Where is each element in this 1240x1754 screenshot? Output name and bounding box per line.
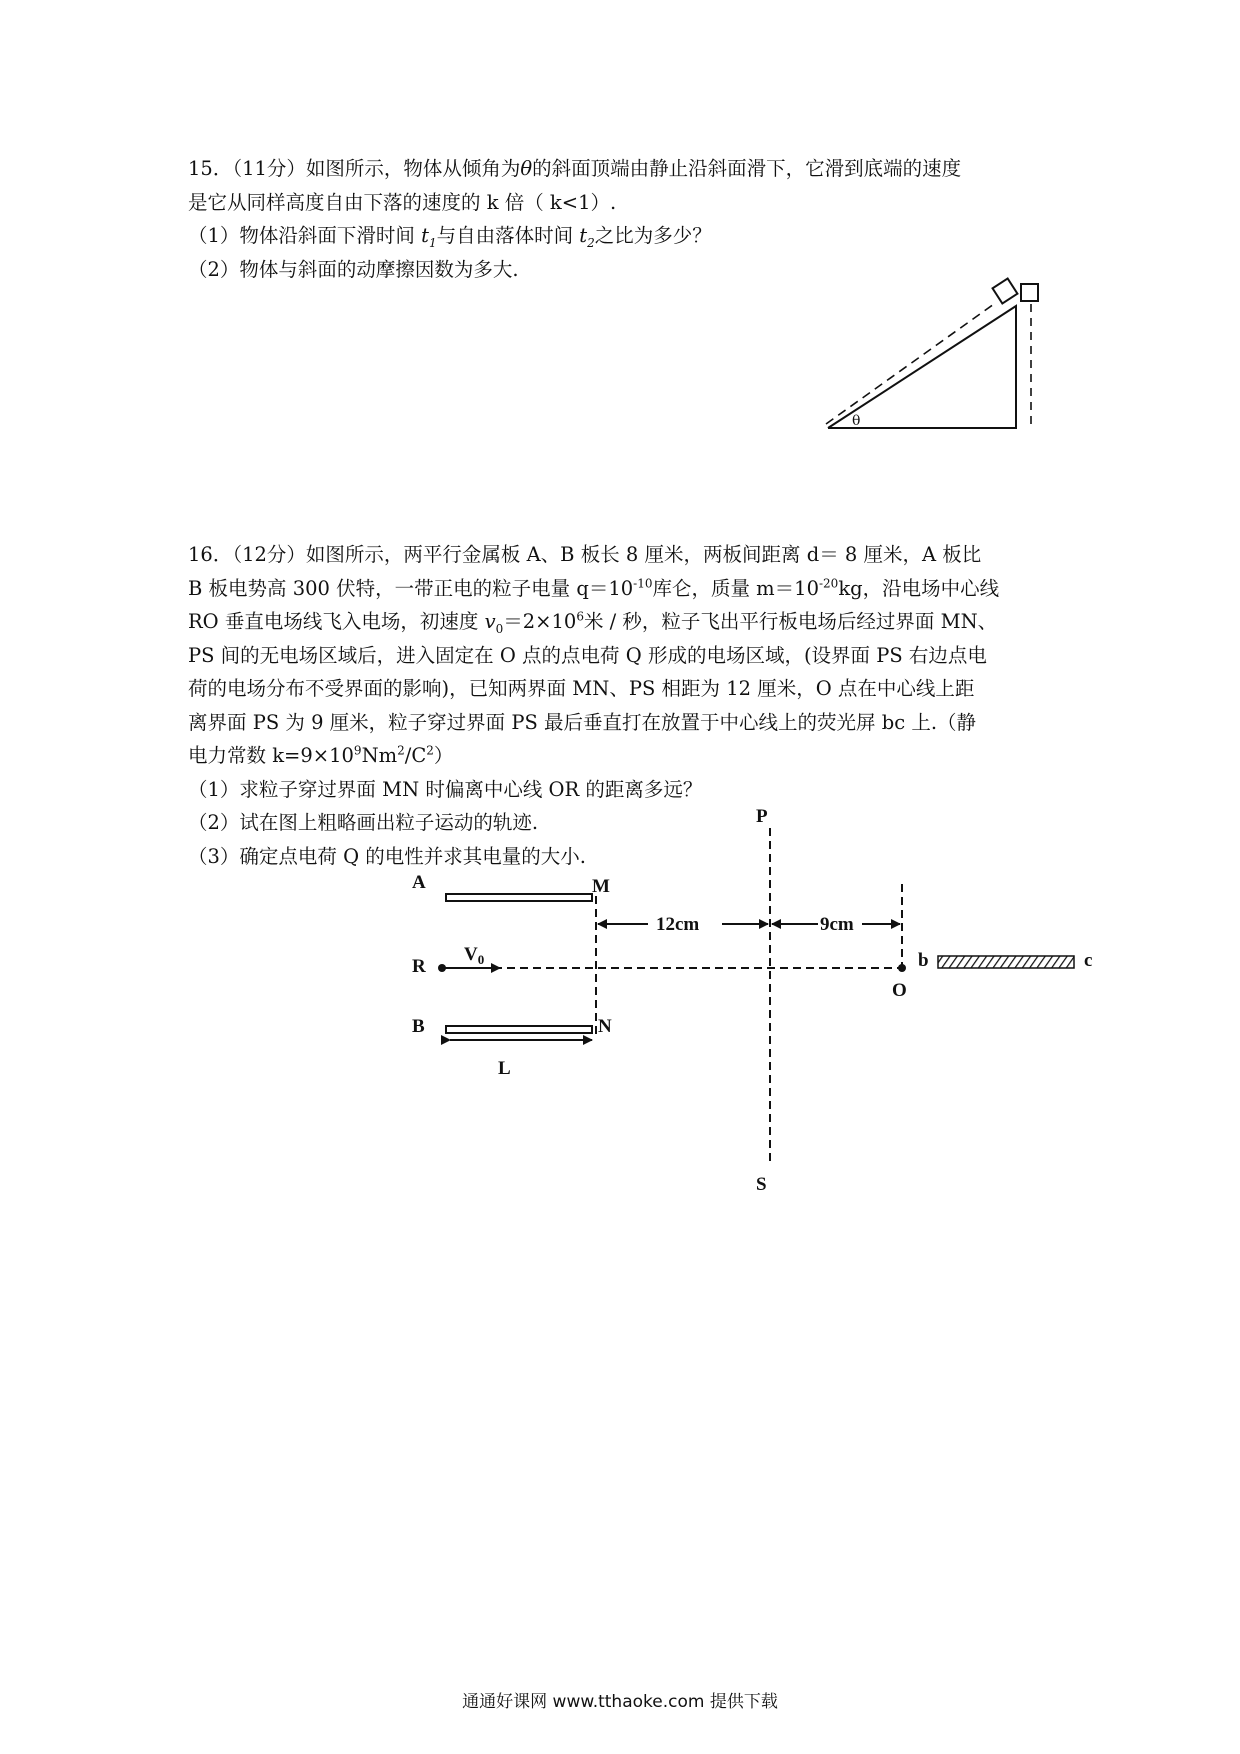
label-N: N	[598, 1016, 612, 1037]
label-V-sub: 0	[477, 952, 485, 967]
point-R	[438, 964, 446, 972]
q16-l7-exp2: 2	[397, 743, 405, 758]
q16-l2c: kg，沿电场中心线	[838, 576, 1000, 600]
q16-sub-3: （3）确定点电荷 Q 的电性并求其电量的大小.	[188, 844, 586, 868]
label-P: P	[756, 806, 768, 827]
q15-text-a: 如图所示，物体从倾角为	[305, 157, 521, 180]
q15-sub1-c: 之比为多少？	[594, 224, 712, 247]
q15-number: 15．	[188, 157, 233, 180]
label-12cm: 12cm	[656, 914, 700, 935]
q15-t2-var: t	[579, 224, 588, 247]
label-A: A	[412, 872, 426, 893]
plate-B	[446, 1026, 592, 1033]
q16-l7-exp3: 2	[426, 743, 434, 758]
incline-angle-label: θ	[852, 413, 861, 429]
q15-score: （11分）	[232, 157, 306, 180]
q15-t1-var: t	[421, 224, 429, 247]
q16-l7b: Nm	[361, 744, 398, 767]
page-footer: 通通好课网 www.tthaoke.com 提供下载	[462, 1692, 778, 1712]
label-c: c	[1084, 950, 1093, 971]
q16-l7c: /C	[404, 744, 427, 767]
q16-l3-vsub: 0	[495, 621, 504, 636]
label-9cm: 9cm	[820, 914, 854, 935]
point-O	[898, 964, 906, 972]
label-S: S	[756, 1174, 767, 1195]
q16-sub-2: （2）试在图上粗略画出粒子运动的轨迹.	[188, 811, 539, 834]
q16-line-6: 离界面 PS 为 9 厘米，粒子穿过界面 PS 最后垂直打在放置于中心线上的荧光屏 bc 上.（静	[188, 710, 977, 734]
q16-l3c: 米 / 秒，粒子飞出平行板电场后经过界面 MN、	[583, 610, 998, 633]
label-B: B	[412, 1016, 425, 1037]
label-V0	[464, 944, 484, 967]
label-O: O	[892, 980, 907, 1001]
plate-A	[446, 894, 592, 901]
q16-number: 16．	[188, 543, 233, 566]
label-b: b	[918, 950, 929, 971]
q16-line-4: PS 间的无电场区域后，进入固定在 O 点的点电荷 Q 形成的电场区域，(设界面 PS 右边点电	[188, 643, 987, 667]
label-V: V	[464, 944, 478, 965]
q16-line-5: 荷的电场分布不受界面的影响)，已知两界面 MN、PS 相距为 12 厘米，O 点在中心线上距	[188, 677, 975, 700]
q16-l3-exp: 6	[576, 609, 584, 624]
q15-t2-sub: 2	[587, 235, 595, 250]
q15-theta: θ	[520, 157, 533, 180]
q16-l7d: ）	[433, 744, 454, 767]
screen-bc	[938, 956, 1074, 968]
q16-l3-v: v	[484, 610, 496, 633]
q16-score: （12分）	[232, 543, 306, 566]
q16-l2-exp2: -20	[818, 576, 839, 590]
q16-l2b: 库仑，质量 m＝10	[652, 576, 819, 600]
q15-sub1-b: 与自由落体时间	[436, 224, 580, 247]
q16-l7a: 电力常数 k=9×10	[188, 744, 354, 767]
q16-l1: 如图所示，两平行金属板 A、B 板长 8 厘米，两板间距离 d＝ 8 厘米，A 板比	[305, 543, 982, 566]
q16-l7-exp1: 9	[353, 743, 362, 758]
q16-sub-1: （1）求粒子穿过界面 MN 时偏离中心线 OR 的距离多远？	[188, 777, 703, 801]
label-M: M	[592, 876, 610, 897]
q16-l2-exp1: -10	[633, 576, 653, 590]
q15-text-b: 的斜面顶端由静止沿斜面滑下，它滑到底端的速度	[532, 157, 962, 180]
q16-l2a: B 板电势高 300 伏特，一带正电的粒子电量 q＝10	[188, 576, 634, 600]
q16-l3b: ＝2×10	[503, 610, 577, 633]
q16-l3a: RO 垂直电场线飞入电场，初速度	[188, 610, 485, 633]
label-L: L	[498, 1058, 511, 1079]
q15-t1-sub: 1	[428, 235, 437, 250]
q15-sub-2: （2）物体与斜面的动摩擦因数为多大.	[188, 257, 519, 281]
label-R: R	[412, 956, 426, 977]
q15-sub1-a: （1）物体沿斜面下滑时间	[188, 224, 422, 247]
q15-line-2: 是它从同样高度自由下落的速度的 k 倍（ k<1）.	[188, 190, 617, 214]
